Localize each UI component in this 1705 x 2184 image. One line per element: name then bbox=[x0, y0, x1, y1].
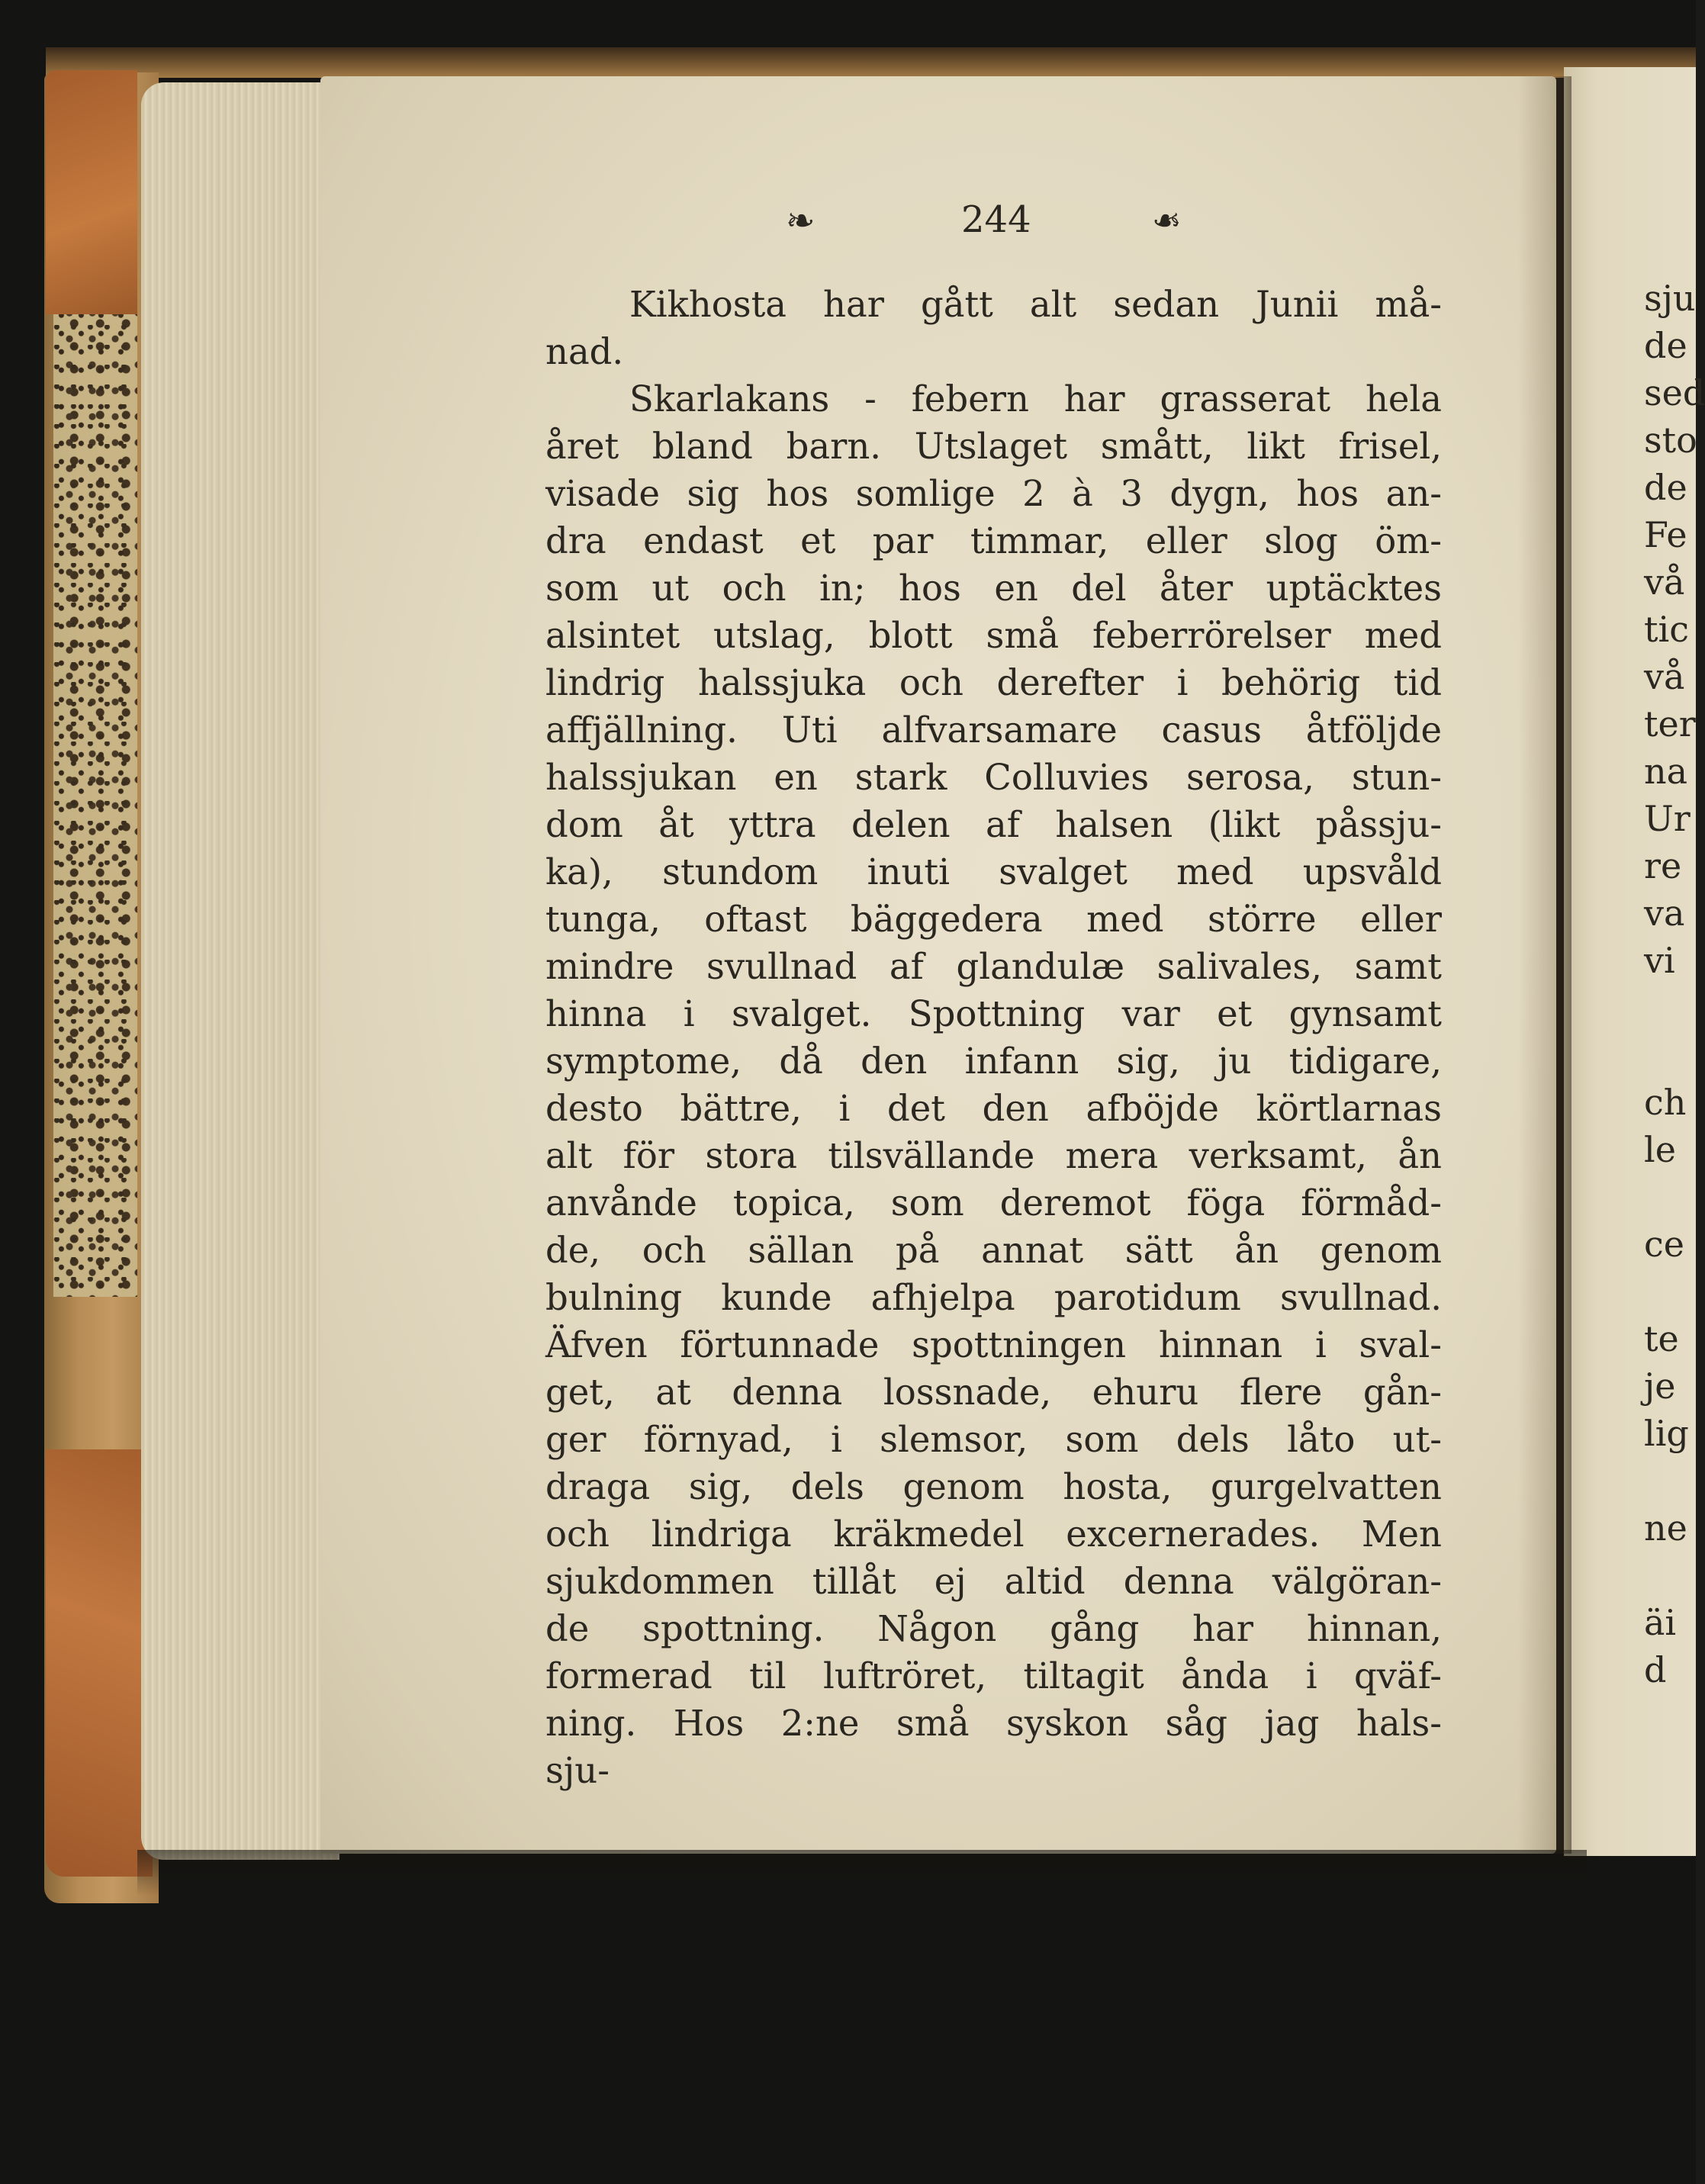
text-line: sjukdommen tillåt ej altid denna välgöran- bbox=[545, 1561, 1442, 1602]
text-line: affjällning. Uti alfvarsamare casus åtföljde bbox=[545, 709, 1442, 751]
leather-corner-top bbox=[46, 70, 137, 314]
text-line: tunga, oftast bäggedera med större eller bbox=[545, 899, 1442, 940]
catchword: sju- bbox=[545, 1750, 610, 1791]
text-line: de, och sällan på annat sätt ån genom bbox=[545, 1230, 1442, 1271]
facing-line-fragment: sju bbox=[1644, 278, 1696, 319]
facing-page-text bbox=[1644, 275, 1705, 1693]
text-line: halssjukan en stark Colluvies serosa, stun- bbox=[545, 757, 1442, 798]
facing-line-fragment: Fe bbox=[1644, 514, 1687, 555]
facing-line-fragment: ter bbox=[1644, 703, 1696, 745]
facing-line-fragment: ce bbox=[1644, 1224, 1684, 1265]
text-line: bulning kunde afhjelpa parotidum svullnad. bbox=[545, 1277, 1442, 1318]
facing-line-fragment: vå bbox=[1644, 656, 1685, 697]
facing-line-fragment bbox=[1644, 1173, 1696, 1221]
facing-line-fragment: de bbox=[1644, 325, 1687, 366]
facing-line-fragment: te bbox=[1644, 1318, 1679, 1359]
facing-line-fragment: d bbox=[1644, 1649, 1667, 1690]
facing-line-fragment: tic bbox=[1644, 609, 1689, 650]
text-line: desto bättre, i det den afböjde körtlarnas bbox=[545, 1088, 1442, 1129]
facing-line-fragment: vå bbox=[1644, 561, 1685, 603]
book-top-edge bbox=[46, 47, 1696, 78]
text-line: ning. Hos 2:ne små syskon såg jag hals- bbox=[545, 1703, 1442, 1744]
facing-line-fragment: re bbox=[1644, 845, 1682, 886]
text-line: symptome, då den infann sig, ju tidigare, bbox=[545, 1041, 1442, 1082]
text-line: dom åt yttra delen af halsen (likt påssju- bbox=[545, 804, 1442, 845]
text-line: get, at denna lossnade, ehuru flere gån- bbox=[545, 1372, 1442, 1413]
text-line: ka), stundom inuti svalget med upsvåld bbox=[545, 851, 1442, 893]
facing-line-fragment bbox=[1644, 1031, 1696, 1079]
facing-line-fragment: vi bbox=[1644, 940, 1675, 981]
facing-line-fragment: je bbox=[1644, 1365, 1676, 1407]
text-line: Skarlakans - febern har grasserat hela bbox=[629, 378, 1442, 420]
ornament-left-icon: ❧ bbox=[786, 200, 816, 241]
text-line: alt för stora tilsvällande mera verksamt, ån bbox=[545, 1135, 1442, 1176]
text-line: de spottning. Någon gång har hinnan, bbox=[545, 1608, 1442, 1649]
facing-line-fragment: ne bbox=[1644, 1507, 1687, 1549]
facing-line-fragment: äi bbox=[1644, 1602, 1677, 1643]
text-line: formerad til luftröret, tiltagit ånda i qväf- bbox=[545, 1655, 1442, 1697]
facing-line-fragment: le bbox=[1644, 1129, 1676, 1170]
text-line: visade sig hos somlige 2 à 3 dygn, hos an- bbox=[545, 473, 1442, 514]
facing-line-fragment: Ur bbox=[1644, 798, 1691, 839]
facing-line-fragment: sed bbox=[1644, 372, 1705, 413]
page-number: 244 bbox=[961, 198, 1031, 241]
page-header bbox=[786, 191, 1243, 252]
facing-line-fragment: sto bbox=[1644, 420, 1697, 461]
text-line: dra endast et par timmar, eller slog öm- bbox=[545, 520, 1442, 561]
text-line: draga sig, dels genom hosta, gurgelvatten bbox=[545, 1466, 1442, 1507]
bottom-shadow bbox=[137, 1850, 1587, 1896]
page-gutter bbox=[1518, 76, 1571, 1854]
text-line: Kikhosta har gått alt sedan Junii må- bbox=[629, 284, 1442, 325]
marbled-cover bbox=[53, 305, 137, 1297]
text-line: som ut och in; hos en del åter uptäcktes bbox=[545, 568, 1442, 609]
text-line: mindre svullnad af glandulæ salivales, samt bbox=[545, 946, 1442, 987]
page-body bbox=[545, 281, 1442, 1794]
leather-corner-bottom bbox=[46, 1449, 153, 1877]
facing-line-fragment: lig bbox=[1644, 1413, 1689, 1454]
facing-line-fragment bbox=[1644, 1457, 1696, 1504]
text-line: hinna i svalget. Spottning var et gynsamt bbox=[545, 993, 1442, 1034]
facing-line-fragment: ch bbox=[1644, 1082, 1687, 1123]
facing-line-fragment: de bbox=[1644, 467, 1687, 508]
text-line: alsintet utslag, blott små feberrörelser med bbox=[545, 615, 1442, 656]
text-line: året bland barn. Utslaget smått, likt frisel, bbox=[545, 426, 1442, 467]
text-line: Äfven förtunnade spottningen hinnan i sval- bbox=[545, 1324, 1442, 1365]
page-edges bbox=[141, 82, 339, 1860]
text-line: ger förnyad, i slemsor, som dels låto ut- bbox=[545, 1419, 1442, 1460]
text-line: anvånde topica, som deremot föga förmåd- bbox=[545, 1182, 1442, 1224]
facing-line-fragment: na bbox=[1644, 751, 1688, 792]
facing-line-fragment: va bbox=[1644, 893, 1685, 934]
text-line: lindrig halssjuka och derefter i behörig tid bbox=[545, 662, 1442, 703]
text-line: och lindriga kräkmedel excernerades. Men bbox=[545, 1513, 1442, 1555]
facing-line-fragment bbox=[1644, 1268, 1696, 1315]
ornament-right-icon: ❧ bbox=[1152, 200, 1182, 241]
text-line: nad. bbox=[545, 331, 624, 372]
facing-line-fragment bbox=[1644, 1552, 1696, 1599]
facing-line-fragment bbox=[1644, 984, 1696, 1031]
